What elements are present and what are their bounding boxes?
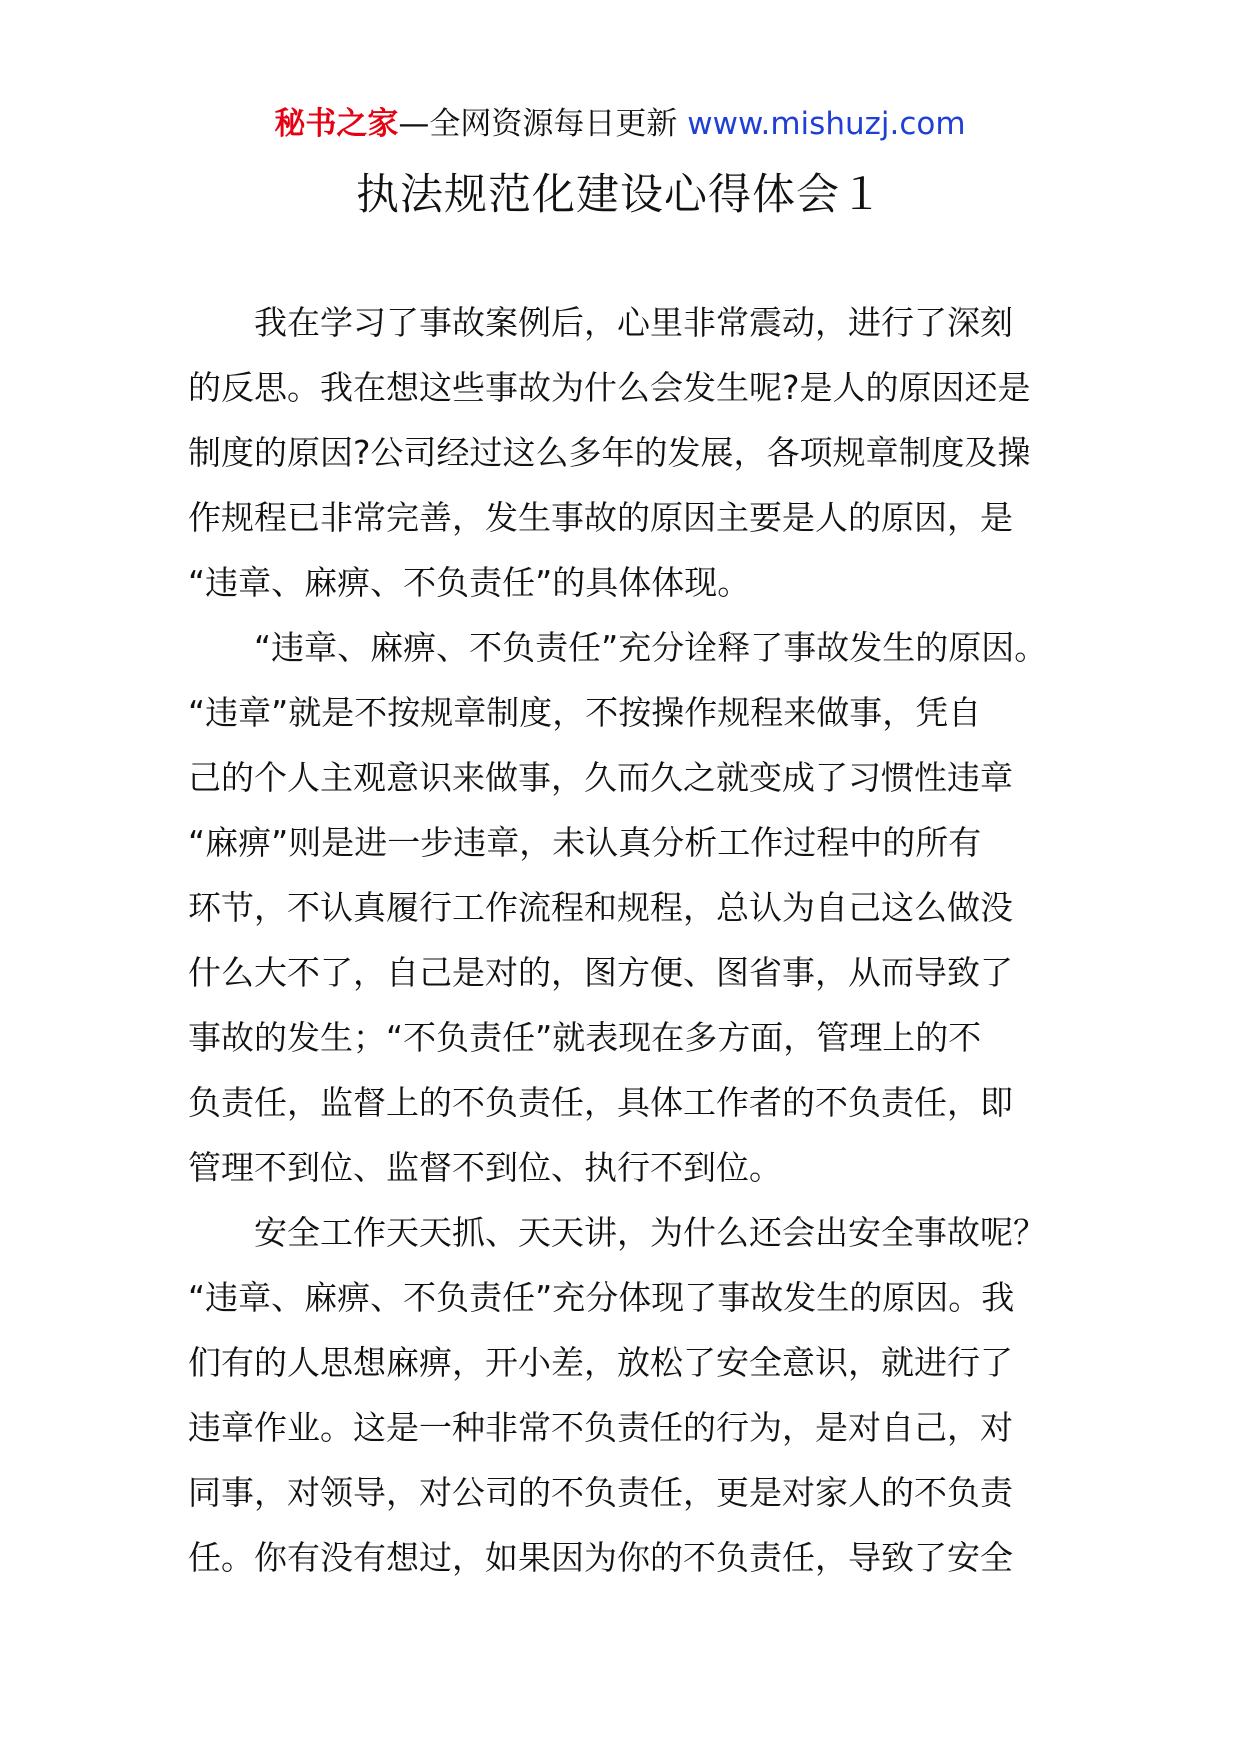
brand-name: 秘书之家 [274, 106, 399, 142]
body-line: 违章作业。这是一种非常不负责任的行为，是对自己，对 [188, 1408, 1013, 1447]
body-line: 任。你有没有想过，如果因为你的不负责任，导致了安全 [188, 1538, 1013, 1577]
body-line: 我在学习了事故案例后，心里非常震动，进行了深刻 [254, 303, 1013, 342]
body-line: 的反思。我在想这些事故为什么会发生呢?是人的原因还是 [188, 368, 1031, 407]
body-line: “违章、麻痹、不负责任”的具体体现。 [188, 563, 751, 602]
body-line: 作规程已非常完善，发生事故的原因主要是人的原因，是 [188, 498, 1013, 537]
body-line: 己的个人主观意识来做事，久而久之就变成了习惯性违章 [188, 758, 1013, 797]
body-line: 同事，对领导，对公司的不负责任，更是对家人的不负责 [188, 1473, 1013, 1512]
site-url-link[interactable]: www.mishuzj.com [687, 106, 966, 142]
body-line: “违章”就是不按规章制度，不按操作规程来做事，凭自 [188, 693, 982, 732]
document-title: 执法规范化建设心得体会１ [356, 170, 884, 220]
body-line: 什么大不了，自己是对的，图方便、图省事，从而导致了 [188, 953, 1013, 992]
header-tagline: —全网资源每日更新 [398, 106, 688, 142]
body-line: 安全工作天天抓、天天讲，为什么还会出安全事故呢？ [254, 1213, 1046, 1252]
body-line: “违章、麻痹、不负责任”充分诠释了事故发生的原因。 [254, 628, 1048, 667]
body-line: 们有的人思想麻痹，开小差，放松了安全意识，就进行了 [188, 1343, 1013, 1382]
body-line: 事故的发生；“不负责任”就表现在多方面，管理上的不 [188, 1018, 982, 1057]
body-line: 环节，不认真履行工作流程和规程，总认为自己这么做没 [188, 888, 1013, 927]
body-line: “麻痹”则是进一步违章，未认真分析工作过程中的所有 [188, 823, 982, 862]
body-line: 制度的原因?公司经过这么多年的发展，各项规章制度及操 [188, 433, 1031, 472]
body-line: “违章、麻痹、不负责任”充分体现了事故发生的原因。我 [188, 1278, 1015, 1317]
body-line: 负责任，监督上的不负责任，具体工作者的不负责任，即 [188, 1083, 1013, 1122]
document-body [188, 290, 1058, 1590]
body-line: 管理不到位、监督不到位、执行不到位。 [188, 1148, 782, 1187]
site-header [0, 100, 1240, 148]
